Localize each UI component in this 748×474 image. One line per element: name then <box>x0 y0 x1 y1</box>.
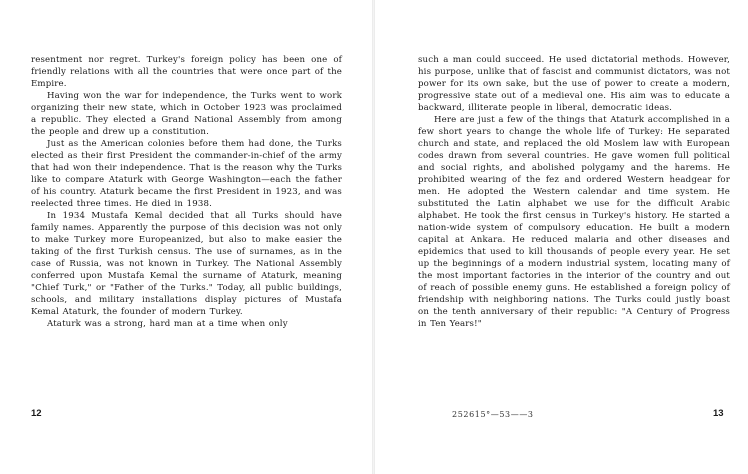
left-page <box>31 54 342 330</box>
page-gutter <box>372 0 375 474</box>
paragraph: Ataturk was a strong, hard man at a time when only <box>47 319 288 329</box>
print-code: 252615°—53——3 <box>452 410 534 419</box>
paragraph: such a man could succeed. He used dictatorial methods. However, his purpose, unlike that of fascist and communist dictators, was not power for its own sake, but the use of power to create a modern, progressive state out of a medieval one. His aim was to educate a backward, illiterate people in liberal, democratic ideas. <box>418 55 730 113</box>
paragraph: Just as the American colonies before them had done, the Turks elected as their first President the commander-in-chief of the army that had won their independence. That is the reason why the Turks like to compare Ataturk with George Washington—each the father of his country. Ataturk became the first President in 1923, and was reelected three times. He died in 1938. <box>31 139 342 209</box>
page-number-left: 12 <box>31 408 42 419</box>
paragraph: In 1934 Mustafa Kemal decided that all Turks should have family names. Apparently the purpose of this decision was not only to make Turkey more Europeanized, but also to make easier the taking of the first Turkish census. The use of surnames, as in the case of Russia, was not known in Turkey. The National Assembly conferred upon Mustafa Kemal the surname of Ataturk, meaning "Chief Turk," or "Father of the Turks." Today, all public buildings, schools, and military installations display pictures of Mustafa Kemal Ataturk, the founder of modern Turkey. <box>31 211 342 317</box>
page-number-right: 13 <box>713 408 724 419</box>
paragraph: Here are just a few of the things that Ataturk accomplished in a few short years to change the whole life of Turkey: He separated church and state, and replaced the old Moslem law with European codes drawn from several countries. He gave women full political and social rights, and abolished polygamy and the harems. He prohibited wearing of the fez and ordered Western headgear for men. He adopted the Western calendar and time system. He substituted the Latin alphabet we use for the difficult Arabic alphabet. He took the first census in Turkey's history. He started a nation-wide system of compulsory education. He built a modern capital at Ankara. He reduced malaria and other diseases and epidemics that used to kill thousands of people every year. He set up the beginnings of a modern industrial system, locating many of the most important factories in the interior of the country and out of reach of possible enemy guns. He established a foreign policy of friendship with neighboring nations. The Turks could justly boast on the tenth anniversary of their republic: "A Century of Progress in Ten Years!" <box>418 115 730 329</box>
paragraph: resentment nor regret. Turkey's foreign policy has been one of friendly relations with all the countries that were once part of the Empire. <box>31 55 342 89</box>
paragraph: Having won the war for independence, the Turks went to work organizing their new state, which in October 1923 was proclaimed a republic. They elected a Grand National Assembly from among the people and drew up a constitution. <box>31 91 342 137</box>
right-page <box>418 54 730 330</box>
